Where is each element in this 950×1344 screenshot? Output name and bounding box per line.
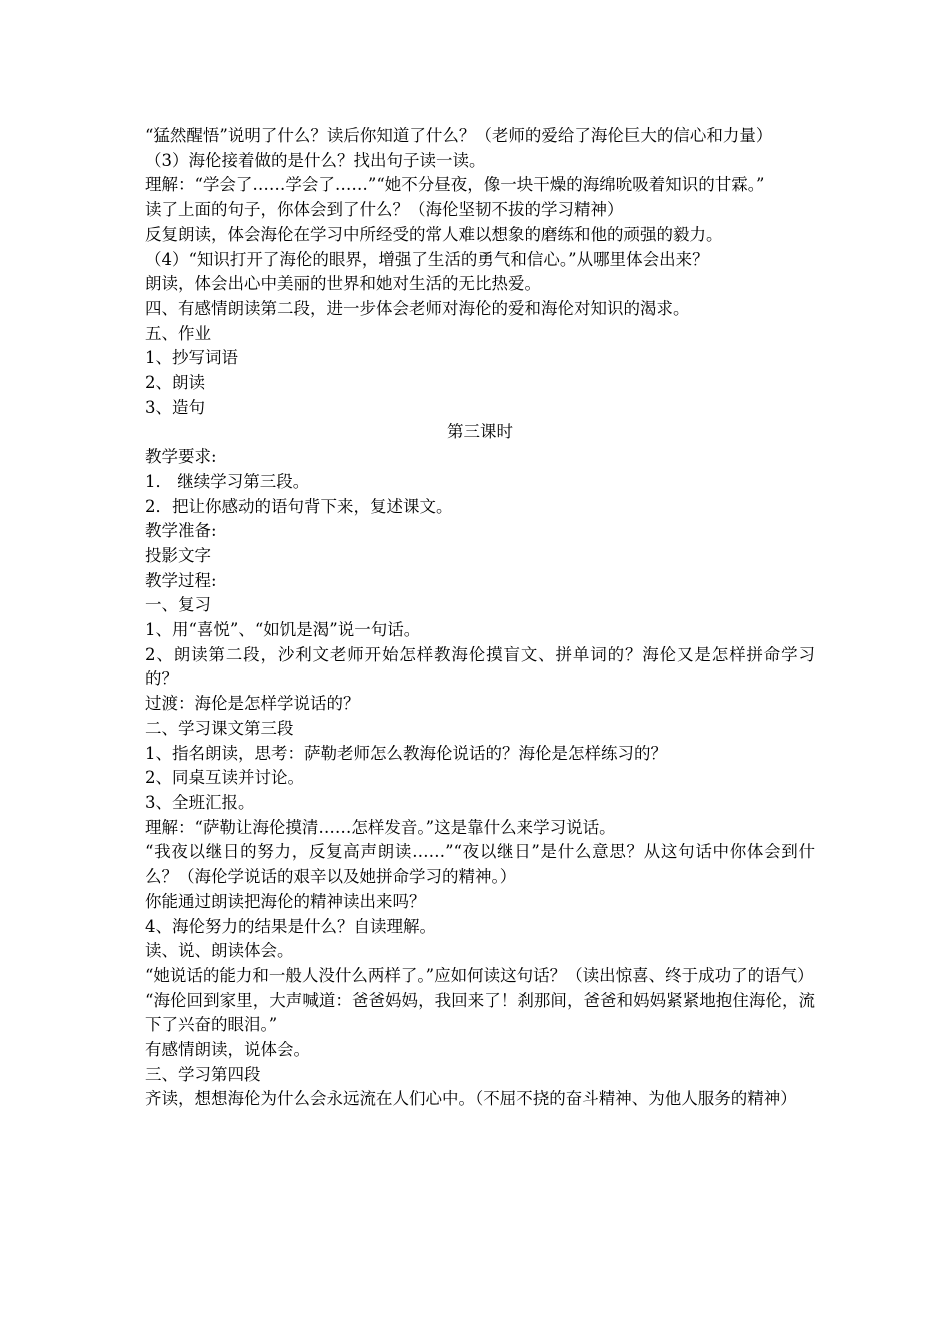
text-paragraph: 1、抄写词语 [145,348,238,368]
text-paragraph: 3、造句 [145,397,205,417]
text-paragraph: “她说话的能力和一般人没什么两样了。”应如何读这句话？（读出惊喜、终于成功了的语气） [145,965,814,985]
text-paragraph: 教学过程: [145,570,217,590]
text-paragraph: 1． 继续学习第三段。 [145,471,310,491]
text-paragraph: （3）海伦接着做的是什么？找出句子读一读。 [145,150,486,170]
text-paragraph: 三、学习第四段 [145,1064,261,1084]
text-paragraph: 你能通过朗读把海伦的精神读出来吗？ [145,891,426,911]
text-paragraph: 4、海伦努力的结果是什么？自读理解。 [145,916,436,936]
document-page [145,124,815,1112]
text-paragraph: 2、朗读第二段，沙利文老师开始怎样教海伦摸盲文、拼单词的？海伦又是怎样拼命学习的？ [145,644,815,689]
section-heading: 第三课时 [447,422,513,442]
text-paragraph: 过渡：海伦是怎样学说话的？ [145,694,360,714]
text-paragraph: 四、有感情朗读第二段，进一步体会老师对海伦的爱和海伦对知识的渴求。 [145,298,690,318]
text-paragraph: 五、作业 [145,323,211,343]
text-paragraph: 读、说、朗读体会。 [145,941,294,961]
text-paragraph: 2、朗读 [145,373,205,393]
text-paragraph: 1、指名朗读，思考：萨勒老师怎么教海伦说话的？海伦是怎样练习的？ [145,743,667,763]
text-paragraph: 2、同桌互读并讨论。 [145,768,304,788]
text-paragraph: “猛然醒悟”说明了什么？读后你知道了什么？（老师的爱给了海伦巨大的信心和力量） [145,126,773,145]
text-paragraph: 2．把让你感动的语句背下来，复述课文。 [145,496,453,516]
text-paragraph: （4）“知识打开了海伦的眼界，增强了生活的勇气和信心。”从哪里体会出来？ [145,249,709,269]
text-paragraph: 教学要求: [145,447,217,467]
text-paragraph: 教学准备: [145,521,217,541]
text-paragraph: 朗读，体会出心中美丽的世界和她对生活的无比热爱。 [145,274,541,294]
text-paragraph: 1、用“喜悦”、“如饥是渴”说一句话。 [145,620,421,640]
text-paragraph: 读了上面的句子，你体会到了什么？（海伦坚韧不拔的学习精神） [145,200,624,220]
text-paragraph: 理解：“学会了……学会了……”“她不分昼夜，像一块干燥的海绵吮吸着知识的甘霖。” [145,175,765,195]
text-paragraph: “海伦回到家里，大声喊道：爸爸妈妈，我回来了！刹那间，爸爸和妈妈紧紧地抱住海伦，流下了兴奋的眼泪。” [145,990,815,1035]
text-paragraph: 一、复习 [145,595,211,615]
text-paragraph: 齐读，想想海伦为什么会永远流在人们心中。（不屈不挠的奋斗精神、为他人服务的精神） [145,1089,797,1109]
text-paragraph: 二、学习课文第三段 [145,718,294,738]
text-paragraph: 有感情朗读，说体会。 [145,1040,310,1060]
text-paragraph: 3、全班汇报。 [145,792,255,812]
text-paragraph: “我夜以继日的努力，反复高声朗读……”“夜以继日”是什么意思？从这句话中你体会到什么？（海伦学说话的艰辛以及她拼命学习的精神。） [145,842,815,887]
text-paragraph: 反复朗读，体会海伦在学习中所经受的常人难以想象的磨练和他的顽强的毅力。 [145,224,723,244]
text-paragraph: 投影文字 [145,545,211,565]
text-paragraph: 理解：“萨勒让海伦摸清……怎样发音。”这是靠什么来学习说话。 [145,817,616,837]
